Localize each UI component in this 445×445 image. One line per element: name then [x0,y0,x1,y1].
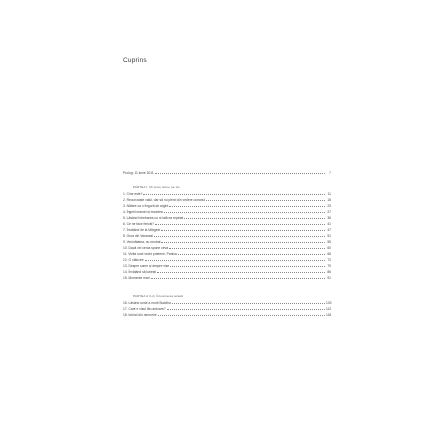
dot-leader [184,218,325,219]
toc-entry-label: 5. Lăsând întrebarea cu ni iată ea repetat [123,215,184,220]
toc-entry[interactable] [123,300,331,305]
toc-entry-page: 103 [326,300,332,305]
toc-entry-page: 116 [326,312,332,317]
toc-entry-page: 11 [327,191,331,196]
toc-entry-label: 8. Gura din Varanasi [123,233,153,238]
toc-entry[interactable] [123,245,331,250]
toc-entry-label: 18. Iubind din nemurire [123,312,157,317]
toc-entry-label: 15. Momente mari [123,275,150,280]
toc-entry-label: 4. Îngerii mamei și moartea [123,209,163,214]
toc-entry-label: 14. Învățând să iubești [123,269,156,274]
toc-entry[interactable] [123,215,331,220]
toc-entry[interactable] [123,233,331,238]
dot-leader [143,194,325,195]
toc-entry-label: 1. Cine este? [123,191,143,196]
toc-entry-page: 36 [327,215,331,220]
dot-leader [164,212,325,213]
toc-entry[interactable] [123,203,331,208]
toc-entry[interactable] [123,191,331,196]
toc-entry-page: 66 [327,251,331,256]
dot-leader [206,200,325,201]
section-heading-part-2: PARTEA A II-A: Întoarcerea acasă [133,294,183,298]
toc-entry-page: 55 [327,239,331,244]
toc-entry-page: 86 [327,269,331,274]
toc-entry-page: 47 [327,227,331,232]
page-title: Cuprins [123,57,147,64]
toc-entry[interactable] [123,312,331,317]
dot-leader [172,303,325,304]
dot-leader [161,242,325,243]
toc-entry-page: 41 [327,221,331,226]
toc-entry-label: 17. Care e visul tău ardoare? [123,306,166,311]
toc-entry-page: 72 [327,257,331,262]
toc-entry-label: 7. Învățând de la Mărgele [123,227,161,232]
dot-leader [155,224,325,225]
toc-entry[interactable] [123,209,331,214]
toc-entry-page: 91 [327,275,331,280]
dot-leader [151,278,325,279]
toc-entry-label: 3. Nătare ca o lingură de argint [123,203,169,208]
dot-leader [167,309,325,310]
dot-leader [154,236,325,237]
toc-entry[interactable] [123,221,331,226]
toc-entry-label: 2. Recunoaște valul, dar să nu pierzi din vedere oceanul [123,197,206,202]
dot-leader [169,206,325,207]
toc-entry[interactable] [123,263,331,268]
toc-entry[interactable] [123,197,331,202]
section-heading-part-1: PARTEA I: Mi mute lenne pe loc [133,185,181,189]
dot-leader [155,173,325,174]
toc-entry[interactable] [123,257,331,262]
dot-leader [169,248,325,249]
toc-entry-page: 23 [327,203,331,208]
toc-entry[interactable] [123,251,331,256]
dot-leader [161,230,325,231]
toc-entry-page: 27 [327,209,331,214]
toc-entry-label: 11. Vizita unei vechi prietene, Panica [123,251,177,256]
dot-leader [178,254,325,255]
toc-entry[interactable] [123,227,331,232]
toc-entry-label: 16. Lăsând unde a murit Buddha [123,300,171,305]
dot-leader [170,266,325,267]
toc-entry-label: 13. Despre somn și despre vise [123,263,170,268]
toc-entry-page: 7 [329,170,331,175]
toc-entry-page: 18 [327,197,331,202]
toc-entry-label: 9. Vecinătatea, nu neutral [123,239,161,244]
dot-leader [157,272,325,273]
toc-entry-label: 10. Dacă vei cerca spune ceva [123,245,169,250]
toc-entry[interactable] [123,269,331,274]
toc-entry-page: 51 [327,233,331,238]
toc-entry-label: 12. O nălucire [123,257,144,262]
toc-entry-label: Prolog: 11 iunie 2011 [123,170,154,175]
toc-entry[interactable] [123,306,331,311]
toc-entry[interactable] [123,239,331,244]
toc-entry[interactable] [123,275,331,280]
toc-entry-page: 60 [327,245,331,250]
toc-entry-prolog[interactable] [123,170,331,175]
toc-entry-page: 79 [327,263,331,268]
dot-leader [145,260,325,261]
toc-entry-page: 112 [326,306,332,311]
dot-leader [158,315,325,316]
toc-entry-label: 6. Ce ne face fericiți? [123,221,154,226]
